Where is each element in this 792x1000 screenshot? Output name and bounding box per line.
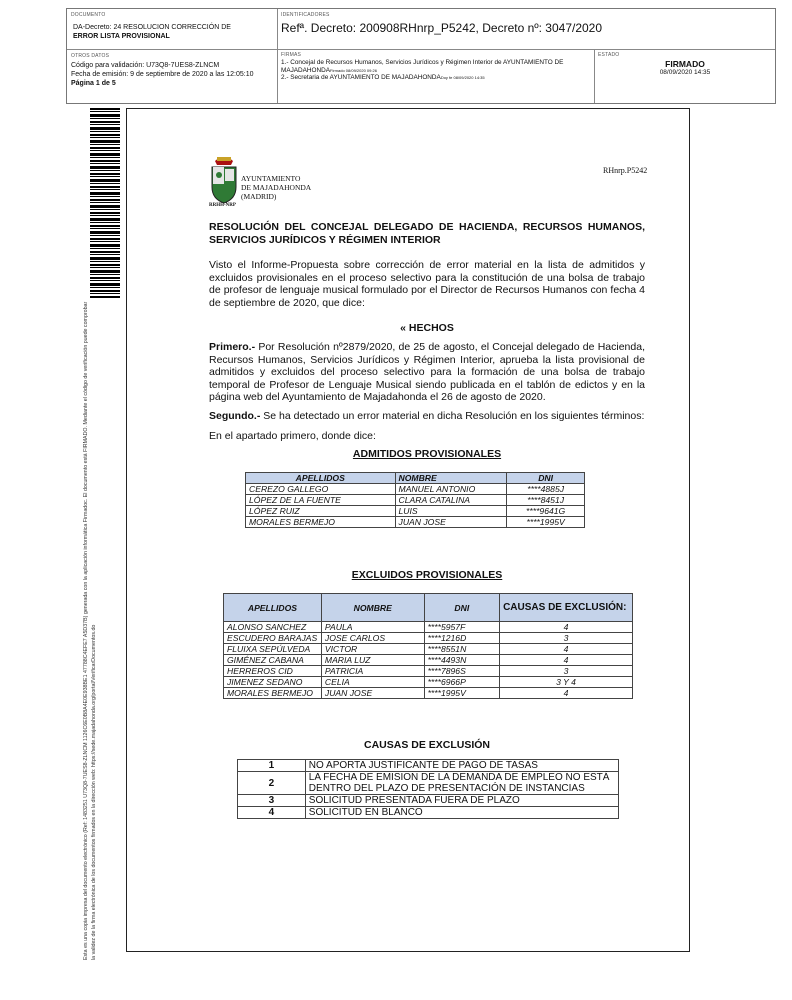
cell-dni: ****6966P — [424, 677, 500, 688]
admitidos-header-apellidos: APELLIDOS — [246, 473, 396, 484]
cell-dni: ****1216D — [424, 633, 500, 644]
cell-dni: ****4885J — [507, 484, 585, 495]
cause-number: 3 — [238, 795, 306, 807]
causas-table — [237, 759, 619, 819]
cell-causa: 3 — [500, 666, 633, 677]
cell-apellidos: ESCUDERO BARAJAS — [224, 633, 322, 644]
documento-label: DOCUMENTO — [71, 12, 106, 18]
cell-dni: ****8551N — [424, 644, 500, 655]
status — [595, 59, 775, 76]
cell-causa: 4 — [500, 644, 633, 655]
cell-dni: ****7896S — [424, 666, 500, 677]
table-row — [224, 622, 633, 633]
cell-nombre: LUIS — [395, 506, 507, 517]
hechos-heading: « HECHOS — [400, 322, 454, 334]
cause-number: 2 — [238, 772, 306, 795]
verification-sidebar: Esta es una copia impresa del documento electrónico (Ref: 1483251 U73Q8-7UES8-ZLNCM 1126C6E0B8A4E0E938BE1 47788C4EFE7 A5D37B) generada con la aplicación informática Firmadoc. El documento está FIRMADO. Mediante el código de verificación puede comprobar la validez de la firma electrónica de los documentos firmados en la dirección web: https://sede.majadahonda.org/portal/VerificarDocumentos.do — [83, 301, 97, 960]
cell-apellidos: FLUIXA SEPÚLVEDA — [224, 644, 322, 655]
cell-causa: 3 — [500, 633, 633, 644]
admitidos-table — [245, 472, 585, 528]
cell-dni: ****5957F — [424, 622, 500, 633]
org-line2: DE MAJADAHONDA — [241, 183, 312, 192]
coat-of-arms-icon — [209, 151, 239, 205]
table-row — [224, 677, 633, 688]
cell-apellidos: JIMENEZ SEDANO — [224, 677, 322, 688]
primero-paragraph — [209, 341, 645, 404]
excluidos-header-causas: CAUSAS DE EXCLUSIÓN: — [500, 594, 633, 622]
cell-apellidos: LÓPEZ RUIZ — [246, 506, 396, 517]
table-row — [246, 484, 585, 495]
signature-2-date: Doy fe 08/09/2020 14:35 — [440, 75, 485, 81]
estado-label: ESTADO — [598, 52, 620, 58]
causas-heading: CAUSAS DE EXCLUSIÓN — [363, 739, 490, 751]
org-line3: (MADRID) — [241, 192, 277, 201]
cell-apellidos: HERREROS CID — [224, 666, 322, 677]
org-line1: AYUNTAMIENTO — [241, 174, 301, 183]
identificadores-label: IDENTIFICADORES — [281, 12, 330, 18]
signatures — [281, 59, 591, 82]
primero-label: Primero.- — [209, 341, 256, 353]
segundo-text: Se ha detectado un error material en dicha Resolución en los siguientes términos: — [260, 410, 645, 422]
table-row — [238, 795, 619, 807]
cell-nombre: PAULA — [321, 622, 424, 633]
cause-number: 1 — [238, 760, 306, 772]
excluidos-header-apellidos: APELLIDOS — [224, 594, 322, 622]
cell-dni: ****4493N — [424, 655, 500, 666]
cell-nombre: VICTOR — [321, 644, 424, 655]
signature-2: 2.- Secretaria de AYUNTAMIENTO DE MAJADAHONDA — [281, 74, 441, 82]
organization-name — [241, 174, 311, 201]
segundo-label: Segundo.- — [209, 410, 261, 422]
table-row — [224, 644, 633, 655]
cell-nombre: PATRICIA — [321, 666, 424, 677]
document-page — [126, 108, 690, 952]
cause-description: NO APORTA JUSTIFICANTE DE PAGO DE TASAS — [305, 760, 618, 772]
table-row — [224, 655, 633, 666]
cell-apellidos: GIMÉNEZ CABANA — [224, 655, 322, 666]
document-header — [66, 8, 776, 104]
intro-paragraph: Visto el Informe-Propuesta sobre corrección de error material en la lista de admitidos y excluidos provisionales en el proceso selectivo para la constitución de una bolsa de trabajo de profesor de lenguaje musical formulado por el Director de Recursos Humanos con fecha 4 de septiembre de 2020, que dice: — [209, 259, 645, 309]
cell-nombre: JUAN JOSE — [321, 688, 424, 699]
cell-dni: ****8451J — [507, 495, 585, 506]
validation-code: Código para validación: U73Q8-7UES8-ZLNCM — [71, 62, 220, 69]
cell-causa: 4 — [500, 688, 633, 699]
cause-description: SOLICITUD PRESENTADA FUERA DE PLAZO — [305, 795, 618, 807]
cell-dni: ****9641G — [507, 506, 585, 517]
table-row — [238, 760, 619, 772]
excluidos-heading: EXCLUIDOS PROVISIONALES — [351, 569, 503, 581]
table-row — [224, 666, 633, 677]
issue-date: Fecha de emisión: 9 de septiembre de 2020 a las 12:05:10 — [71, 71, 254, 78]
cell-nombre: MARIA LUZ — [321, 655, 424, 666]
cell-dni: ****1995V — [507, 517, 585, 528]
cell-apellidos: LÓPEZ DE LA FUENTE — [246, 495, 396, 506]
table-row — [224, 688, 633, 699]
documento-line2: ERROR LISTA PROVISIONAL — [73, 33, 170, 40]
primero-text: Por Resolución nº2879/2020, de 25 de agosto, el Concejal delegado de Hacienda, Recursos Humanos, Servicios Jurídicos y Régimen Interior, aprueba la lista provisional de admitidos y excluidos del proceso selectivo para la formación de una bolsa de trabajo temporal de Profesor de Lenguaje Musical siendo publicada en el tablón de edictos y en la página web del Ayuntamiento de Majadahonda el 26 de agosto de 2020. — [209, 341, 645, 404]
signature-1-line1: 1.- Concejal de Recursos Humanos, Servicios Jurídicos y Régimen Interior de AYUNTAMIENTO DE — [281, 59, 564, 66]
status-date: 08/09/2020 14:35 — [659, 69, 711, 76]
otros-datos — [71, 61, 254, 88]
documento-line1: DA-Decreto: 24 RESOLUCION CORRECCIÓN DE — [73, 24, 231, 31]
cell-nombre: JUAN JOSE — [395, 517, 507, 528]
cell-apellidos: MORALES BERMEJO — [224, 688, 322, 699]
apartado-text: En el apartado primero, donde dice: — [209, 430, 376, 442]
decree-reference: Refª. Decreto: 200908RHnrp_P5242, Decreto nº: 3047/2020 — [281, 21, 603, 35]
excluidos-table — [223, 593, 633, 699]
cell-nombre: CELIA — [321, 677, 424, 688]
cell-causa: 4 — [500, 622, 633, 633]
segundo-paragraph — [209, 410, 645, 423]
file-reference: RHnrp.P5242 — [603, 166, 648, 175]
cell-causa: 4 — [500, 655, 633, 666]
cell-dni: ****1995V — [424, 688, 500, 699]
page-count: Página 1 de 5 — [71, 80, 116, 87]
admitidos-header-dni: DNI — [507, 473, 585, 484]
dept-code: RRHH-NRP — [209, 203, 236, 208]
excluidos-header-nombre: NOMBRE — [321, 594, 424, 622]
barcode — [90, 108, 120, 298]
cell-nombre: JOSE CARLOS — [321, 633, 424, 644]
cell-apellidos: MORALES BERMEJO — [246, 517, 396, 528]
excluidos-header-dni: DNI — [424, 594, 500, 622]
status-badge: FIRMADO — [665, 59, 705, 69]
table-row — [246, 517, 585, 528]
cell-causa: 3 Y 4 — [500, 677, 633, 688]
signature-1-date: Firmado 08/09/2020 09:26 — [330, 67, 377, 73]
signature-1-line2: MAJADAHONDA — [281, 66, 331, 74]
table-row — [238, 807, 619, 819]
cause-number: 4 — [238, 807, 306, 819]
cell-apellidos: CEREZO GALLEGO — [246, 484, 396, 495]
cause-description: SOLICITUD EN BLANCO — [305, 807, 618, 819]
admitidos-header-nombre: NOMBRE — [395, 473, 507, 484]
cell-apellidos: ALONSO SANCHEZ — [224, 622, 322, 633]
otros-datos-label: OTROS DATOS — [71, 53, 110, 59]
cause-description: LA FECHA DE EMISION DE LA DEMANDA DE EMPLEO NO ESTÁ DENTRO DEL PLAZO DE PRESENTACIÓN DE INSTANCIAS — [305, 772, 618, 795]
documento-title — [73, 23, 231, 41]
firmas-label: FIRMAS — [281, 52, 302, 58]
table-row — [246, 506, 585, 517]
page-title: RESOLUCIÓN DEL CONCEJAL DELEGADO DE HACIENDA, RECURSOS HUMANOS, SERVICIOS JURÍDICOS Y RÉGIMEN INTERIOR — [209, 221, 645, 246]
cell-nombre: MANUEL ANTONIO — [395, 484, 507, 495]
table-row — [238, 772, 619, 795]
cell-nombre: CLARA CATALINA — [395, 495, 507, 506]
table-row — [246, 495, 585, 506]
table-row — [224, 633, 633, 644]
admitidos-heading: ADMITIDOS PROVISIONALES — [352, 448, 502, 460]
